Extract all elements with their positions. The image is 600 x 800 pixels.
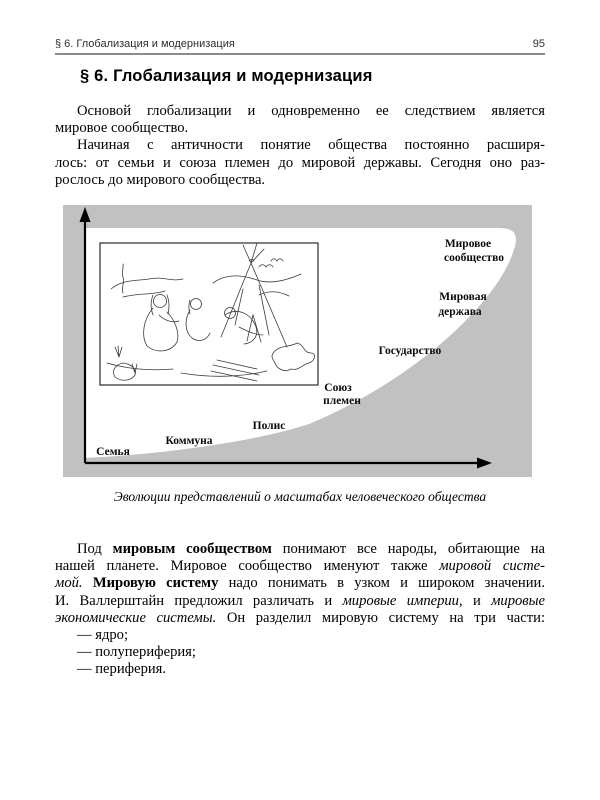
- intro-paragraphs: [55, 103, 545, 189]
- text-line: Начиная с античности понятие общества постоянно расширя-: [77, 137, 545, 154]
- text-line: — ядро;: [77, 627, 129, 644]
- text-line: Под мировым сообществом понимают все народы, обитающие на: [77, 541, 545, 558]
- text-line: И. Валлерштайн предложил различать и мировые империи, и мировые: [55, 592, 545, 609]
- stage-label-family: Семья: [96, 446, 130, 459]
- text-line: лось: от семьи и союза племен до мировой державы. Сегодня оно раз-: [55, 154, 545, 171]
- stage-label-power-2: держава: [438, 306, 482, 319]
- evolution-diagram: [63, 205, 532, 477]
- text-line: нашей планете. Мировое сообщество именуют также мировой систе-: [55, 558, 546, 575]
- stage-label-tribes-2: племен: [323, 395, 361, 408]
- stage-label-power-1: Мировая: [439, 291, 487, 304]
- figure-caption: Эволюции представлений о масштабах человеческого общества: [113, 489, 487, 505]
- stage-label-tribes-1: Союз: [324, 382, 352, 395]
- text-line: — полупериферия;: [77, 644, 196, 661]
- stage-label-world-2: сообщество: [444, 252, 504, 265]
- running-header-title: § 6. Глобализация и модернизация: [55, 38, 235, 50]
- section-title: § 6. Глобализация и модернизация: [80, 67, 373, 85]
- text-line: экономические системы. Он разделил мировую систему на три части:: [55, 609, 545, 626]
- stage-label-state: Государство: [378, 345, 442, 358]
- main-paragraphs: [55, 541, 545, 679]
- text-line: — периферия.: [77, 661, 167, 678]
- text-line: рослось до мирового сообщества.: [55, 171, 266, 188]
- stage-label-world-1: Мировое: [444, 238, 492, 251]
- text-line: мой. Мировую систему надо понимать в узком и широком значении.: [55, 575, 546, 592]
- prehistoric-family-illustration: [100, 243, 318, 385]
- page-number: 95: [532, 38, 545, 50]
- text-line: Основой глобализации и одновременно ее следствием является: [77, 103, 545, 119]
- stage-label-commune: Коммуна: [165, 435, 213, 448]
- running-header: [55, 38, 545, 55]
- text-line: мировое сообщество.: [55, 120, 189, 137]
- stage-label-polis: Полис: [252, 420, 286, 433]
